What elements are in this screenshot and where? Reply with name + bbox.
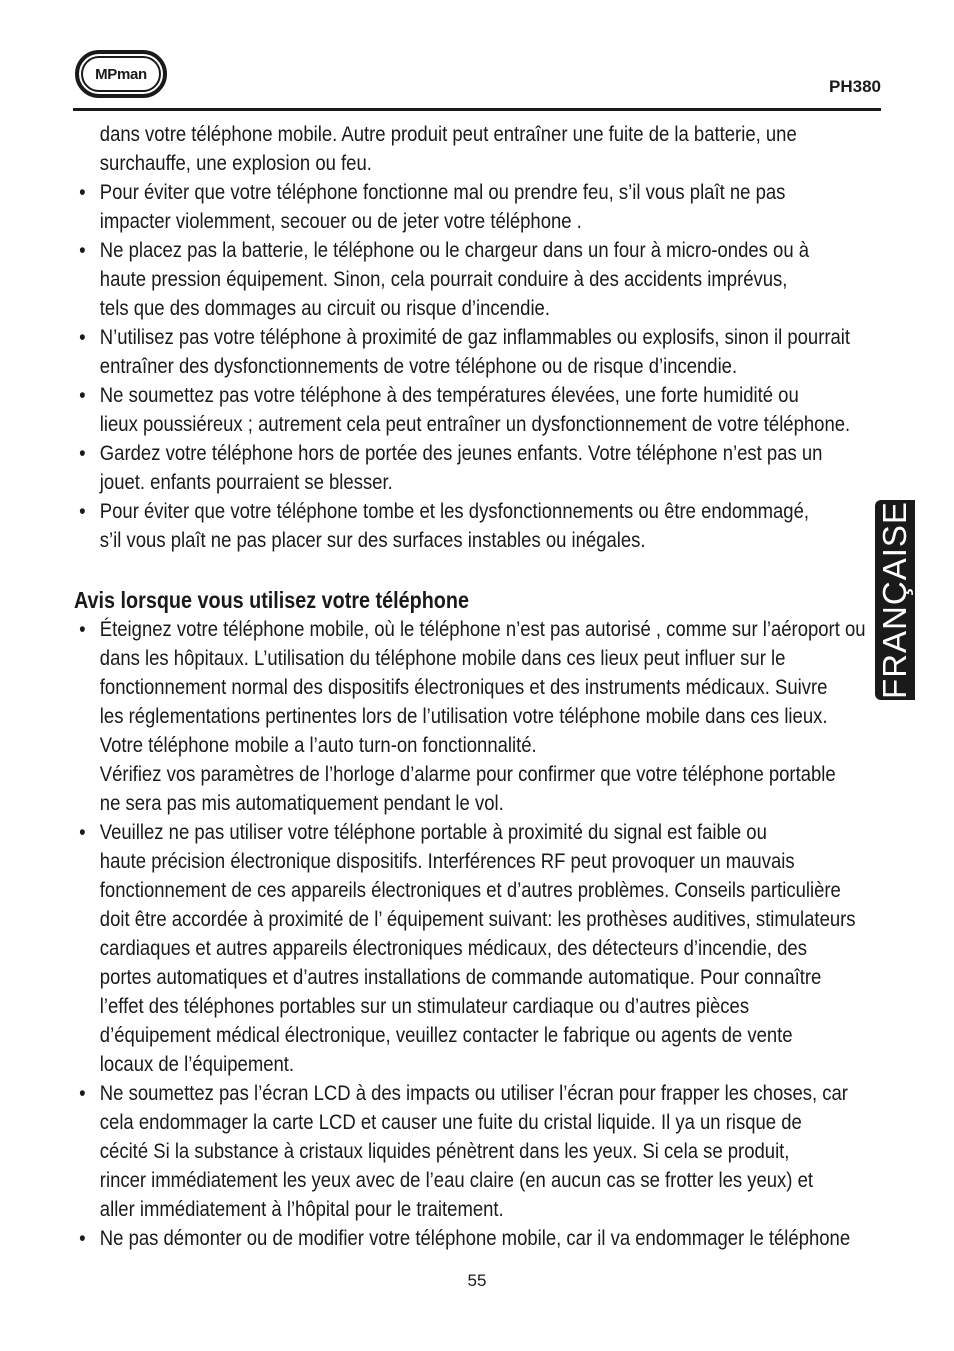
text-line: s’il vous plaît ne pas placer sur des surfaces instables ou inégales. bbox=[99, 528, 646, 552]
text-line: dans votre téléphone mobile. Autre produit peut entraîner une fuite de la batterie, une bbox=[99, 122, 797, 146]
text-line: Gardez votre téléphone hors de portée des jeunes enfants. Votre téléphone n’est pas un bbox=[99, 441, 823, 465]
mpman-logo bbox=[75, 50, 167, 98]
bullet-marker: • bbox=[79, 325, 86, 349]
text-line: surchauffe, une explosion ou feu. bbox=[99, 151, 372, 175]
text-line: Vérifiez vos paramètres de l’horloge d’alarme pour confirmer que votre téléphone portable bbox=[99, 762, 836, 786]
bullet-item bbox=[74, 1224, 882, 1253]
text-line: Ne soumettez pas l’écran LCD à des impacts ou utiliser l’écran pour frapper les choses, car bbox=[99, 1081, 848, 1105]
language-label: FRANÇAISE bbox=[876, 501, 913, 699]
text-line: locaux de l’équipement. bbox=[99, 1052, 295, 1076]
text-line: rincer immédiatement les yeux avec de l’eau claire (en aucun cas se frotter les yeux) et bbox=[99, 1168, 814, 1192]
text-line: Pour éviter que votre téléphone fonctionne mal ou prendre feu, s’il vous plaît ne pas bbox=[99, 180, 786, 204]
bullet-marker: • bbox=[79, 1081, 86, 1105]
header-divider bbox=[73, 108, 881, 111]
bullet-marker: • bbox=[79, 820, 86, 844]
page-number: 55 bbox=[467, 1271, 487, 1290]
text-line: N’utilisez pas votre téléphone à proximité de gaz inflammables ou explosifs, sinon il pourrait bbox=[99, 325, 851, 349]
bullet-item bbox=[74, 1079, 882, 1224]
text-line: fonctionnement normal des dispositifs électroniques et des instruments médicaux. Suivre bbox=[99, 675, 828, 699]
text-line: fonctionnement de ces appareils électroniques et d’autres problèmes. Conseils particulière bbox=[99, 878, 841, 902]
bullet-item bbox=[74, 236, 882, 323]
section-heading: Avis lorsque vous utilisez votre téléphone bbox=[74, 587, 469, 613]
bullet-item bbox=[74, 615, 882, 818]
model-number: PH380 bbox=[829, 77, 881, 96]
paragraphs-bottom bbox=[74, 615, 882, 1253]
bullet-item bbox=[74, 439, 882, 497]
text-line: tels que des dommages au circuit ou risque d’incendie. bbox=[99, 296, 550, 320]
bullet-item bbox=[74, 818, 882, 1079]
text-line: entraîner des dysfonctionnements de votre téléphone ou de risque d’incendie. bbox=[99, 354, 738, 378]
logo-text: MPman bbox=[81, 56, 161, 92]
text-line: portes automatiques et d’autres installations de commande automatique. Pour connaître bbox=[99, 965, 822, 989]
language-side-tab bbox=[875, 500, 915, 700]
bullet-item bbox=[74, 497, 882, 555]
bullet-item bbox=[74, 178, 882, 236]
text-line: ne sera pas mis automatiquement pendant le vol. bbox=[99, 791, 504, 815]
text-line: l’effet des téléphones portables sur un stimulateur cardiaque ou d’autres pièces bbox=[99, 994, 750, 1018]
text-line: les réglementations pertinentes lors de l’utilisation votre téléphone mobile dans ces lieux. bbox=[99, 704, 828, 728]
text-line: Ne placez pas la batterie, le téléphone ou le chargeur dans un four à micro-ondes ou à bbox=[99, 238, 810, 262]
text-line: Éteignez votre téléphone mobile, où le téléphone n’est pas autorisé , comme sur l’aéroport ou bbox=[99, 617, 866, 641]
bullet-marker: • bbox=[79, 1226, 86, 1250]
bullet-marker: • bbox=[79, 383, 86, 407]
bullet-marker: • bbox=[79, 499, 86, 523]
bullet-item bbox=[74, 323, 882, 381]
text-line: cela endommager la carte LCD et causer une fuite du cristal liquide. Il ya un risque de bbox=[99, 1110, 802, 1134]
text-line: cardiaques et autres appareils électroniques médicaux, des détecteurs d’incendie, des bbox=[99, 936, 807, 960]
text-line: Votre téléphone mobile a l’auto turn-on fonctionnalité. bbox=[99, 733, 537, 757]
paragraphs-top bbox=[74, 120, 882, 555]
continued-paragraph bbox=[74, 120, 882, 178]
text-line: Ne pas démonter ou de modifier votre téléphone mobile, car il va endommager le téléphone bbox=[99, 1226, 851, 1250]
text-line: Ne soumettez pas votre téléphone à des températures élevées, une forte humidité ou bbox=[99, 383, 799, 407]
text-line: lieux poussiéreux ; autrement cela peut entraîner un dysfonctionnement de votre téléphone. bbox=[99, 412, 851, 436]
bullet-marker: • bbox=[79, 238, 86, 262]
text-line: d’équipement médical électronique, veuillez contacter le fabrique ou agents de vente bbox=[99, 1023, 793, 1047]
text-line: jouet. enfants pourraient se blesser. bbox=[99, 470, 393, 494]
text-line: haute précision électronique dispositifs. Interférences RF peut provoquer un mauvais bbox=[99, 849, 795, 873]
text-line: doit être accordée à proximité de l’ équipement suivant: les prothèses auditives, stimulateurs bbox=[99, 907, 856, 931]
page-content bbox=[74, 120, 882, 1253]
text-line: dans les hôpitaux. L’utilisation du téléphone mobile dans ces lieux peut influer sur le bbox=[99, 646, 786, 670]
text-line: Pour éviter que votre téléphone tombe et les dysfonctionnements ou être endommagé, bbox=[99, 499, 810, 523]
bullet-marker: • bbox=[79, 180, 86, 204]
bullet-marker: • bbox=[79, 441, 86, 465]
text-line: impacter violemment, secouer ou de jeter votre téléphone . bbox=[99, 209, 582, 233]
text-line: cécité Si la substance à cristaux liquides pénètrent dans les yeux. Si cela se produit, bbox=[99, 1139, 790, 1163]
bullet-item bbox=[74, 381, 882, 439]
text-line: aller immédiatement à l’hôpital pour le traitement. bbox=[99, 1197, 504, 1221]
text-line: haute pression équipement. Sinon, cela pourrait conduire à des accidents imprévus, bbox=[99, 267, 788, 291]
bullet-marker: • bbox=[79, 617, 86, 641]
text-line: Veuillez ne pas utiliser votre téléphone portable à proximité du signal est faible ou bbox=[99, 820, 767, 844]
